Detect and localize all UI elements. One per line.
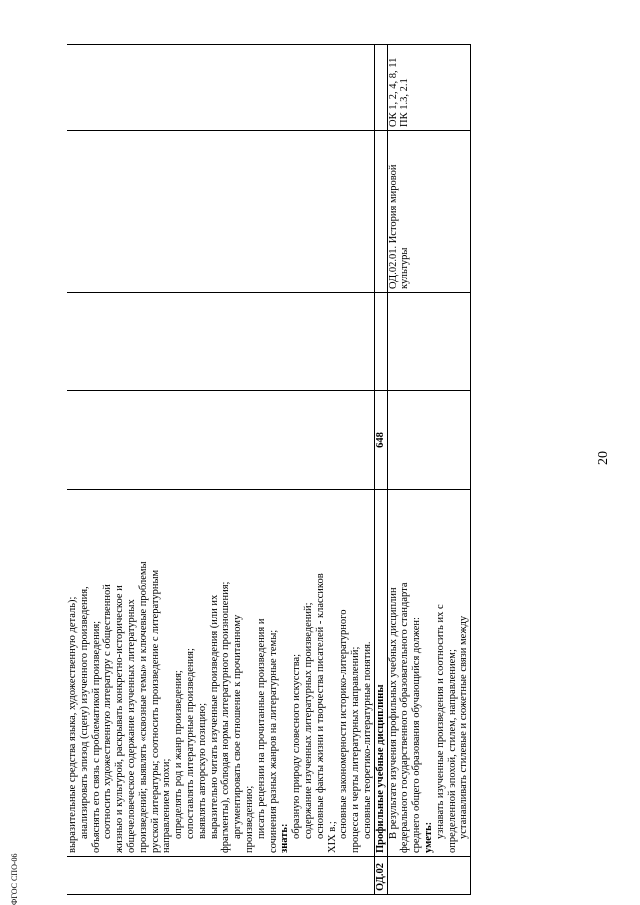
text-line: направлением эпохи;: [161, 758, 173, 853]
cell-empty: [67, 131, 374, 293]
table-row-continuation: [67, 45, 374, 895]
text-line: содержание изученных литературных произведений;: [302, 602, 314, 839]
cell-empty: [387, 391, 471, 490]
cell-discipline-name: ОД.02.01. История мировой культуры: [387, 131, 471, 293]
text-line: фрагменты), соблюдая нормы литературного произношения;: [220, 581, 232, 853]
cell-empty: [67, 391, 374, 490]
text-line: выявлять авторскую позицию;: [196, 702, 208, 839]
text-line: определенной эпохой, стилем, направлением;: [446, 649, 458, 853]
table-row-profile: [374, 45, 387, 895]
text-line: русской литературы; соотносить произведение с литературным: [149, 569, 161, 853]
footer-code: ФГОС СПО-06: [10, 853, 19, 905]
table-row-discipline: [387, 45, 471, 895]
text-line: узнавать изученные произведения и соотносить их с: [434, 604, 446, 839]
text-line: жизнью и культурой, раскрывать конкретно-историческое и: [114, 585, 126, 853]
curriculum-table: [67, 44, 471, 895]
text-line: основные теоретико-литературные понятия.: [361, 641, 373, 839]
cell-continuation-text: [67, 490, 374, 857]
cell-section-title: Профильные учебные дисциплины: [374, 490, 387, 857]
cell-index-empty: [67, 857, 374, 895]
text-line: основные закономерности историко-литературного: [338, 609, 350, 839]
text-line: основные факты жизни и творчества писателей - классиков: [314, 573, 326, 839]
text-line: определять род и жанр произведения;: [173, 670, 185, 839]
page-number: 20: [596, 451, 611, 465]
cell-discipline-text: [387, 490, 471, 857]
text-line: объяснять его связь с проблематикой произведения;: [90, 620, 102, 853]
cell-hours: 648: [374, 391, 387, 490]
cell-index-empty: [387, 857, 471, 895]
text-line: сопоставлять литературные произведения;: [184, 648, 196, 839]
text-line: произведений; выявлять «сквозные темы» и ключевые проблемы: [137, 561, 149, 853]
text-line: соотносить художественную литературу с общественной: [102, 584, 114, 839]
cell-competencies: ОК 1, 2, 4, 8, 11 ПК 1.3, 2.1: [387, 45, 471, 131]
cell-empty: [374, 45, 387, 131]
cell-index: ОД.02: [374, 857, 387, 895]
cell-empty: [67, 293, 374, 391]
cell-empty: [374, 293, 387, 391]
cell-empty: [374, 131, 387, 293]
text-line-heading: уметь:: [422, 821, 434, 853]
text-line: выразительные средства языка, художественную деталь);: [67, 596, 78, 853]
text-line: XIX в.;: [326, 821, 338, 853]
text-line: произведению;: [243, 785, 255, 853]
text-line: В результате изучения профильных учебных дисциплин: [387, 587, 399, 839]
text-line: выразительно читать изученные произведения (или их: [208, 594, 220, 839]
text-line: общечеловеческое содержание изученных литературных: [125, 599, 137, 853]
text-line: процесса и черты литературных направлений;: [350, 646, 362, 853]
text-line: федерального государственного образовательного стандарта: [399, 582, 411, 853]
text-line: сочинения разных жанров на литературные темы;: [267, 629, 279, 853]
text-line: анализировать эпизод (сцену) изученного произведения,: [78, 586, 90, 839]
text-line: среднего общего образования обучающийся должен:: [411, 617, 423, 853]
text-line: писать рецензии на прочитанные произведения и: [255, 618, 267, 839]
text-line: устанавливать стилевые и сюжетные связи между: [458, 615, 470, 839]
cell-empty: [67, 45, 374, 131]
text-line: аргументировать свое отношение к прочитанному: [232, 614, 244, 839]
text-line-heading: знать:: [279, 823, 291, 853]
text-line: образную природу словесного искусства;: [291, 653, 303, 839]
cell-empty: [387, 293, 471, 391]
